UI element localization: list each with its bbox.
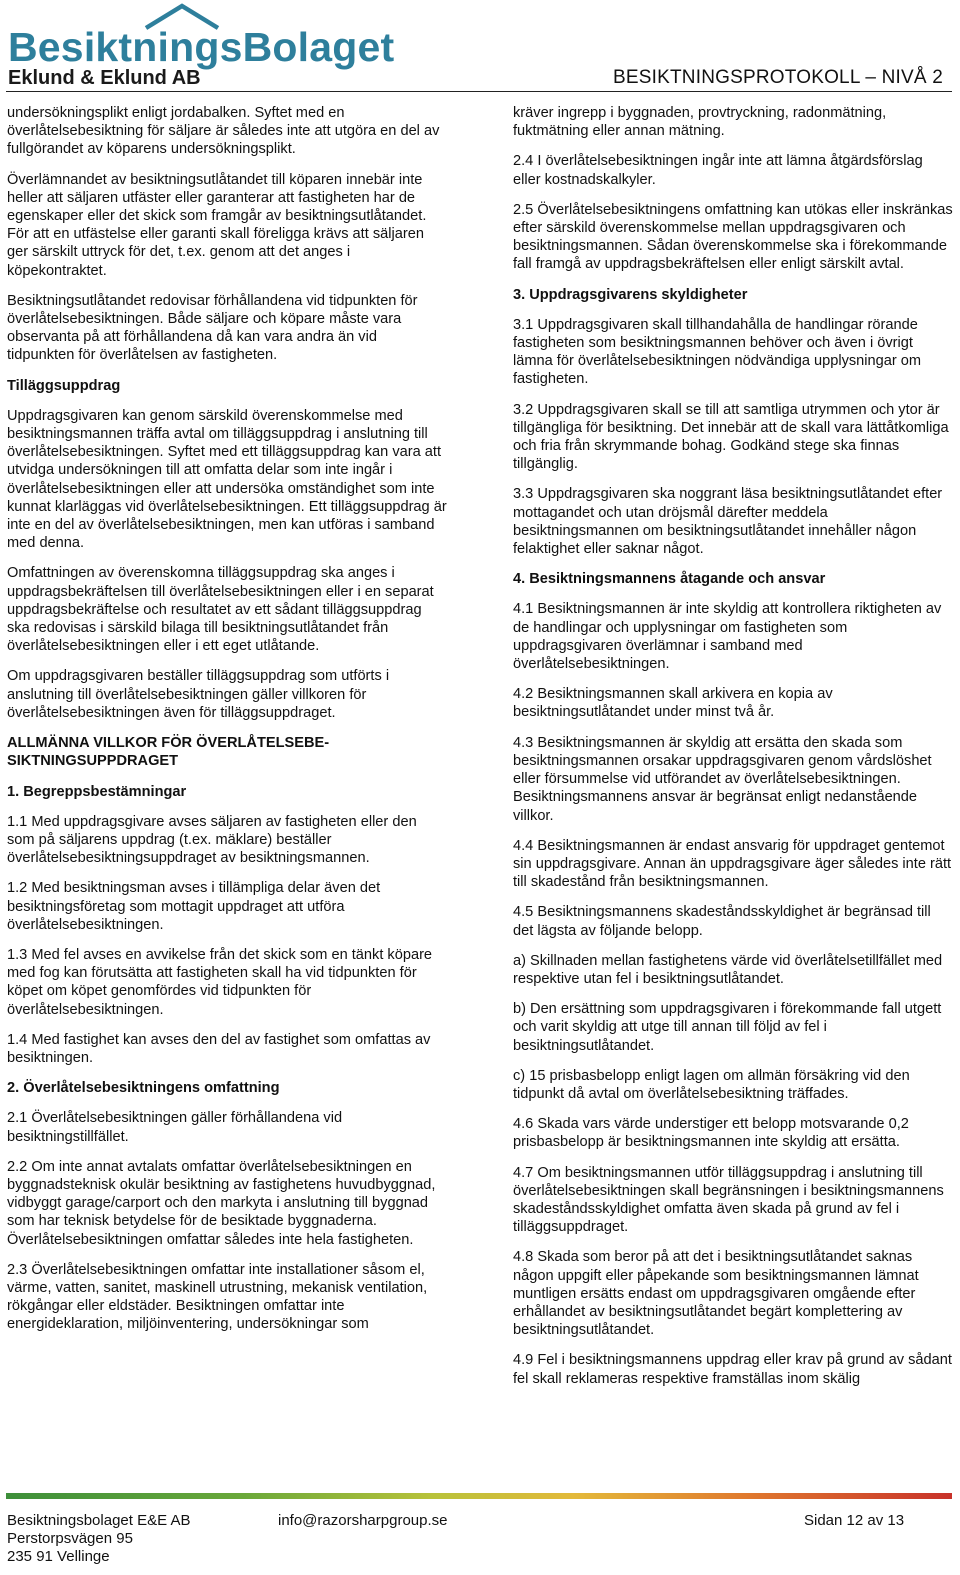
paragraph: 3.3 Uppdragsgivaren ska noggrant läsa besiktningsutlåtandet efter mottagandet och utan dröjsmål därefter meddela besiktningsmannen om besiktningsutlåtandet innehåller någon felaktighet eller saknar något. [513,486,943,558]
paragraph: undersökningsplikt enligt jordabalken. Syftet med en överlåtelsebesiktning för säljare är således inte att utgöra en del av fullgörandet av köparens undersökningsplikt. [7,105,440,158]
footer-company: Besiktningsbolaget E&E AB [7,1512,191,1529]
section-heading: 3. Uppdragsgivarens skyldigheter [513,286,748,303]
paragraph: 1.1 Med uppdragsgivare avses säljaren av fastigheten eller den som på säljarens uppdrag (t.ex. mäklare) beställer överlåtelsebesiktningsuppdraget av besiktningsmannen. [7,813,417,867]
logo-wordmark: BesiktningsBolaget [8,24,395,70]
section-heading: 4. Besiktningsmannens åtagande och ansvar [513,571,826,588]
paragraph: b) Den ersättning som uppdragsgivaren i förekommande fall utgett och varit skyldig att utge till annan till följd av fel i besiktningsutlåtandet. [513,1001,942,1054]
paragraph: 4.5 Besiktningsmannens skadeståndsskyldighet är begränsad till det lägsta av följande belopp. [513,904,931,939]
page-header [0,0,960,95]
section-heading: Tilläggsuppdrag [7,377,121,394]
paragraph: 4.7 Om besiktningsmannen utför tilläggsuppdrag i anslutning till överlåtelsebesiktningen skall begränsningen i besiktningsmannens skadeståndsskyldighet omfatta även skada på grund av fel i tilläggsuppdraget. [513,1164,944,1236]
footer-street: Perstorpsvägen 95 [7,1530,133,1547]
document-title: BESIKTNINGSPROTOKOLL – NIVÅ 2 [613,67,943,88]
company-logo [6,2,456,90]
footer-city: 235 91 Vellinge [7,1548,110,1565]
paragraph: 1.4 Med fastighet kan avses den del av fastighet som omfattas av besiktningen. [7,1031,431,1066]
paragraph: 4.3 Besiktningsmannen är skyldig att ersätta den skada som besiktningsmannen orsakar uppdragsgivaren genom vårdslöshet eller försummelse vid utförandet av överlåtelsebesiktningen. Besiktningsmannens ansvar är begränsat enligt nedanstående villkor. [513,734,932,824]
paragraph: 2.2 Om inte annat avtalats omfattar överlåtelsebesiktningen en byggnadsteknisk okulär besiktning av fastighetens huvudbyggnad, vidbyggt garage/carport och den markyta i anslutning till byggnad som har teknisk betydelse för de besiktade byggnaderna. Överlåtelsebesiktningen omfattar således inte hela fastigheten. [7,1158,436,1248]
paragraph: c) 15 prisbasbelopp enligt lagen om allmän försäkring vid den tidpunkt då avtal om överlåtelsebesiktning träffades. [513,1067,910,1102]
page-number: Sidan 12 av 13 [804,1512,905,1529]
paragraph: 1.3 Med fel avses en avvikelse från det skick som en tänkt köpare med fog kan förutsätta att fastigheten skall ha vid tidpunkten för köpet om köpet genomfördes vid tidpunkten för överlåtelsebesiktningen. [7,946,433,1018]
paragraph: Omfattningen av överenskomna tilläggsuppdrag ska anges i uppdragsbekräftelsen till överlåtelsebesiktningen eller i en separat uppdragsbekräftelse och resultatet av ett sådant tilläggsuppdrag ska redovisas i särskild bilaga till besiktningsutlåtandet från överlåtelsebesiktningen eller i ett eget utlåtande. [7,565,434,655]
paragraph: 2.1 Överlåtelsebesiktningen gäller förhållandena vid besiktningstillfället. [7,1110,343,1145]
left-column [7,104,447,1346]
header-divider [6,91,952,92]
paragraph: 1.2 Med besiktningsman avses i tillämpliga delar även det besiktningsföretag som mottagit uppdraget att utföra överlåtelsebesiktningen. [7,880,381,933]
right-column [513,104,953,1400]
paragraph: 4.4 Besiktningsmannen är endast ansvarig för uppdraget gentemot sin uppdragsgivare. Annan än uppdragsgivare äger således inte rätt till skadestånd från besiktningsmannen. [513,837,952,891]
paragraph: 4.1 Besiktningsmannen är inte skyldig att kontrollera riktigheten av de handlingar och upplysningar om fastigheten som uppdragsgivaren överlämnar i samband med överlåtelsebesiktningen. [513,601,942,673]
paragraph: Överlämnandet av besiktningsutlåtandet till köparen innebär inte heller att säljaren utfäster eller garanterar att fastigheten har de egenskaper eller det skick som framgår av besiktningsutlåtandet. För att en utfästelse eller garanti skall föreligga krävs att säljaren ger särskilt uttryck för det, t.ex. genom att det anges i köpekontraktet. [7,171,427,279]
paragraph: 4.9 Fel i besiktningsmannens uppdrag eller krav på grund av sådant fel skall reklameras respektive framställas inom skälig [513,1352,952,1387]
paragraph: 2.5 Överlåtelsebesiktningens omfattning kan utökas eller inskränkas efter särskild överenskommelse mellan uppdragsgivaren och besiktningsmannen. Sådan överenskommelse ska i förekommande fall framgå av uppdragsbekräftelsen eller enligt särskilt avtal. [513,201,953,273]
section-heading: ALLMÄNNA VILLKOR FÖR ÖVERLÅTELSEBE-SIKTNINGSUPPDRAGET [7,735,330,770]
paragraph: a) Skillnaden mellan fastighetens värde vid överlåtelsetillfället med respektive utan fel i besiktningsutlåtandet. [513,952,943,987]
paragraph: Om uppdragsgivaren beställer tilläggsuppdrag som utförts i anslutning till överlåtelsebesiktningen gäller villkoren för överlåtelsebesiktningen även för tilläggsuppdraget. [7,668,390,721]
paragraph: 4.8 Skada som beror på att det i besiktningsutlåtandet saknas någon uppgift eller påpekande som besiktningsmannen lämnat muntligen ersätts endast om uppdragsgivaren omgående efter erhållandet av besiktningsutlåtandet begärt komplettering av besiktningsutlåtandet. [513,1249,919,1339]
section-heading: 1. Begreppsbestämningar [7,783,187,800]
footer-email-link[interactable]: info@razorsharpgroup.se [278,1512,448,1529]
paragraph: 2.4 I överlåtelsebesiktningen ingår inte att lämna åtgärdsförslag eller kostnadskalkyler. [513,153,923,188]
paragraph: Besiktningsutlåtandet redovisar förhållandena vid tidpunkten för överlåtelsebesiktningen. Både säljare och köpare måste vara observanta på att förhållandena då kan vara andra än vid tidpunkten för överlåtelsen av fastigheten. [7,292,418,364]
logo-subtitle: Eklund & Eklund AB [8,67,201,89]
paragraph: 2.3 Överlåtelsebesiktningen omfattar inte installationer såsom el, värme, vatten, sanitet, maskinell utrustning, mekanisk ventilation, rökgångar eller eldstäder. Besiktningen omfattar inte energideklaration, miljöinventering, undersökningar som [7,1261,428,1333]
paragraph: Uppdragsgivaren kan genom särskild överenskommelse med besiktningsmannen träffa avtal om tilläggsuppdrag i anslutning till överlåtelsebesiktningen. Syftet med ett tilläggsuppdrag kan vara att utvidga undersökningen till att omfatta delar som inte ingår i överlåtelsebesiktningen eller att undersöka omständighet som inte kunnat klarläggas vid överlåtelsebesiktningen. Ett tilläggsuppdrag är inte en del av överlåtelsebesiktningen, men kan utföras i samband med denna. [7,407,447,552]
section-heading: 2. Överlåtelsebesiktningens omfattning [7,1080,280,1097]
paragraph: 4.2 Besiktningsmannen skall arkivera en kopia av besiktningsutlåtandet under minst två år. [513,686,833,721]
paragraph: 3.1 Uppdragsgivaren skall tillhandahålla de handlingar rörande fastigheten som besiktningsmannen behöver och även i övrigt lämna för överlåtelsebesiktningen nödvändiga upplysningar om fastigheten. [513,316,922,388]
paragraph: 4.6 Skada vars värde understiger ett belopp motsvarande 0,2 prisbasbelopp är besiktningsmannen inte skyldig att ersätta. [513,1116,909,1151]
footer-color-bar [6,1493,952,1499]
paragraph: kräver ingrepp i byggnaden, provtryckning, radonmätning, fuktmätning eller annan mätning. [513,105,887,140]
paragraph: 3.2 Uppdragsgivaren skall se till att samtliga utrymmen och ytor är tillgängliga för besiktning. Det innebär att de skall vara lättåtkomliga och fria från skrymmande bohag. Godkänd stege ska finnas tillgänglig. [513,401,949,473]
